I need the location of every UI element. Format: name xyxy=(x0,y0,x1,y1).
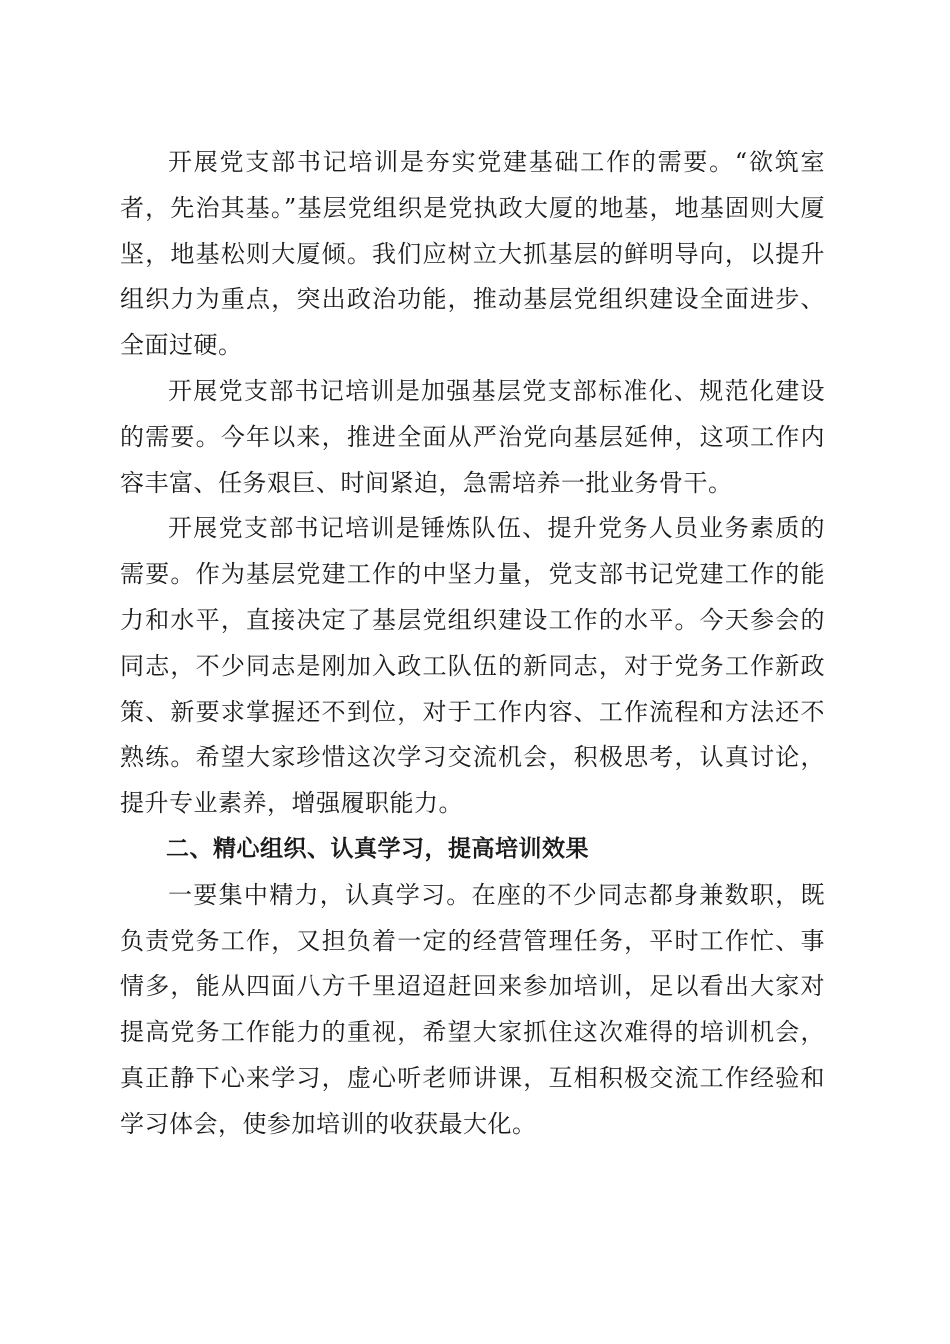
document-page xyxy=(120,140,825,1148)
paragraph-team-building: 开展党支部书记培训是锤炼队伍、提升党务人员业务素质的需要。作为基层党建工作的中坚力量，党支部书记党建工作的能力和水平，直接决定了基层党组织建设工作的水平。今天参会的同志，不少同志是刚加入政工队伍的新同志，对于党务工作新政策、新要求掌握还不到位，对于工作内容、工作流程和方法还不熟练。希望大家珍惜这次学习交流机会，积极思考，认真讨论，提升专业素养，增强履职能力。 xyxy=(120,514,825,818)
section-heading-training-effect: 二、精心组织、认真学习，提高培训效果 xyxy=(166,835,589,862)
paragraph-foundation-work: 开展党支部书记培训是夯实党建基础工作的需要。“欲筑室者，先治其基。”基层党组织是党执政大厦的地基，地基固则大厦坚，地基松则大厦倾。我们应树立大抓基层的鲜明导向，以提升组织力为重点，突出政治功能，推动基层党组织建设全面进步、全面过硬。 xyxy=(120,148,825,360)
paragraph-standardization: 开展党支部书记培训是加强基层党支部标准化、规范化建设的需要。今年以来，推进全面从严治党向基层延伸，这项工作内容丰富、任务艰巨、时间紧迫，急需培养一批业务骨干。 xyxy=(120,376,825,497)
paragraph-focus-learning: 一要集中精力，认真学习。在座的不少同志都身兼数职，既负责党务工作，又担负着一定的经营管理任务，平时工作忙、事情多，能从四面八方千里迢迢赶回来参加培训，足以看出大家对提高党务工作能力的重视，希望大家抓住这次难得的培训机会，真正静下心来学习，虚心听老师讲课，互相积极交流工作经验和学习体会，使参加培训的收获最大化。 xyxy=(120,880,825,1138)
